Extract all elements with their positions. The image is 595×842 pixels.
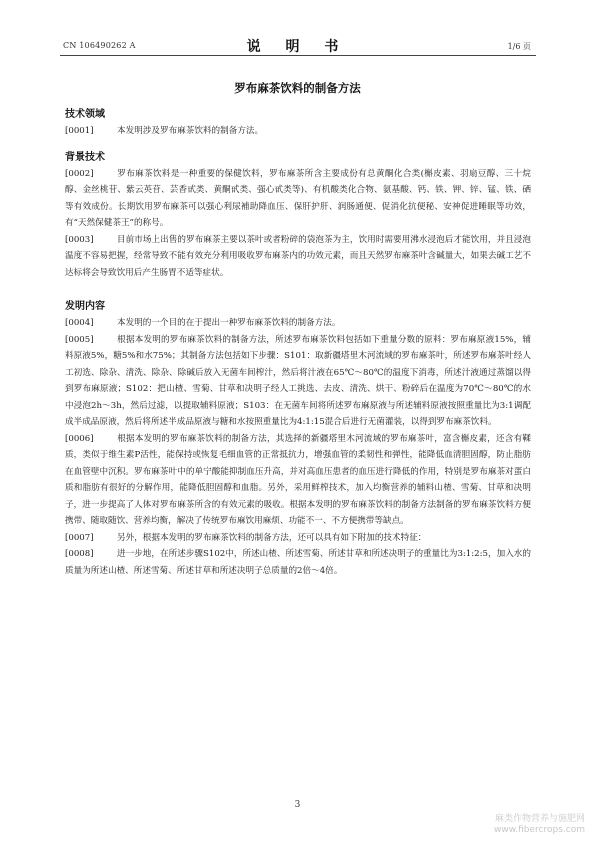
paragraph-text: 根据本发明的罗布麻茶饮料的制备方法，所述罗布麻茶饮料包括如下重量分数的原料：罗布麻原液15%，辅料原液5%，糖5%和水75%；其制备方法包括如下步骤：S101：取新疆塔里木河流域的罗布麻茶叶，所述罗布麻茶叶经人工初选、除杂、清洗、除杂、除碱后放入无菌车间榨汁，然后将汁液在65℃～80℃的温度下消毒，所述汁液通过蒸馏以得到罗布麻原液；S102：把山楂、雪菊、甘草和决明子经人工挑选、去皮、清洗、烘干、粉碎后在温度为70℃～80℃的水中浸泡2h～3h，然后过滤，以提取辅料原液；S103：在无菌车间将所述罗布麻原液与所述辅料原液按照重量比为3:1调配成半成品原液，然后将所述半成品原液与糖和水按照重量比为4:1:15混合后进行无菌灌装，以得到罗布麻茶饮料。 — [65, 334, 531, 427]
paragraph-number: [0007] — [65, 532, 94, 543]
paragraph-text: 本发明的一个目的在于提出一种罗布麻茶饮料的制备方法。 — [117, 318, 341, 328]
section-heading-tech-field: 技术领域 — [65, 109, 105, 120]
paragraph-0003 — [65, 232, 531, 282]
paragraph-0007 — [65, 530, 531, 547]
paragraph-text: 目前市场上出售的罗布麻茶主要以茶叶或者粉碎的袋泡茶为主，饮用时需要用沸水浸泡后才能饮用，并且浸泡温度不容易把握，经常导致不能有效充分利用吸收罗布麻茶内的功效元素，而且天然罗布麻茶叶含碱量大，如果去碱工艺不达标将会导致饮用后产生肠胃不适等症状。 — [65, 234, 531, 278]
paragraph-0004 — [65, 315, 531, 332]
header-divider — [60, 55, 536, 56]
paragraph-number: [0003] — [65, 234, 94, 245]
paragraph-text: 本发明涉及罗布麻茶饮料的制备方法。 — [117, 126, 264, 136]
document-body — [65, 107, 531, 579]
paragraph-number: [0008] — [65, 549, 94, 559]
paragraph-text: 另外，根据本发明的罗布麻茶饮料的制备方法，还可以具有如下附加的技术特征： — [117, 532, 427, 543]
paragraph-text: 罗布麻茶饮料是一种重要的保健饮料，罗布麻茶所含主要成份有总黄酮化合类(槲皮素、羽扇豆醇、三十烷醇、金丝桃苷、紫云英苷、芸香甙类、黄酮甙类、强心甙类等)、有机酸类化合物、氨基酸、钙、铁、钾、锌、锰、铁、硒等有效成份。长期饮用罗布麻茶可以强心利尿補助降血压、保肝护肝、润肠通便、促消化抗便秘、安神促进睡眠等功效，有“天然保健茶王”的称号。 — [65, 168, 531, 228]
page-number: 3 — [294, 800, 301, 810]
paragraph-number: [0006] — [65, 433, 94, 444]
paragraph-number: [0001] — [65, 126, 94, 136]
paragraph-0005 — [65, 332, 531, 431]
paragraph-0002 — [65, 166, 531, 232]
document-title: 罗布麻茶饮料的制备方法 — [234, 81, 361, 95]
paragraph-number: [0004] — [65, 318, 94, 328]
header-pub-number: CN 106490262 A — [63, 41, 136, 50]
paragraph-number: [0002] — [65, 168, 94, 179]
header-doc-type: 说 明 书 — [246, 39, 349, 55]
section-heading-background: 背景技术 — [65, 151, 105, 163]
paragraph-text: 根据本发明的罗布麻茶饮料的制备方法，其选择的新疆塔里木河流域的罗布麻茶叶，富含槲皮素，还含有鞣质，类似于维生素P活性，能保持或恢复毛细血管的正常抵抗力，增强血管的柔韧性和弹性，能降低血清胆固醇，防止脂肪在血管壁中沉积。罗布麻茶叶中的单宁酸能抑制血压升高，并对高血压患者的血压进行降低的作用，特别是罗布麻茶对蛋白质和脂肪有很好的分解作用，能降低胆固醇和血脂。另外，采用鲜榨技术，加入均衡营养的辅料山楂、雪菊、甘草和决明子，进一步提高了人体对罗布麻茶所含的有效元素的吸收。根据本发明的罗布麻茶饮料的制备方法制备的罗布麻茶饮料方便携带、随取随饮、营养均衡，解决了传统罗布麻饮用麻烦、功能不一、不方便携带等缺点。 — [65, 433, 531, 526]
watermark-line-2: www.fibercrops.com — [494, 825, 585, 835]
paragraph-number: [0005] — [65, 334, 94, 345]
paragraph-text: 进一步地，在所述步骤S102中，所述山楂、所述雪菊、所述甘草和所述决明子的重量比为3:1:2:5，加入水的质量为所述山楂、所述雪菊、所述甘草和所述决明子总质量的2倍～4倍。 — [65, 549, 531, 576]
paragraph-0006 — [65, 431, 531, 530]
header-page-info: 1/6 页 — [507, 42, 531, 51]
section-heading-summary: 发明内容 — [65, 301, 105, 312]
watermark — [494, 814, 585, 836]
paragraph-0001 — [65, 123, 531, 140]
paragraph-0008 — [65, 546, 531, 579]
watermark-line-1: 麻类作物营养与施肥网 — [494, 814, 585, 824]
